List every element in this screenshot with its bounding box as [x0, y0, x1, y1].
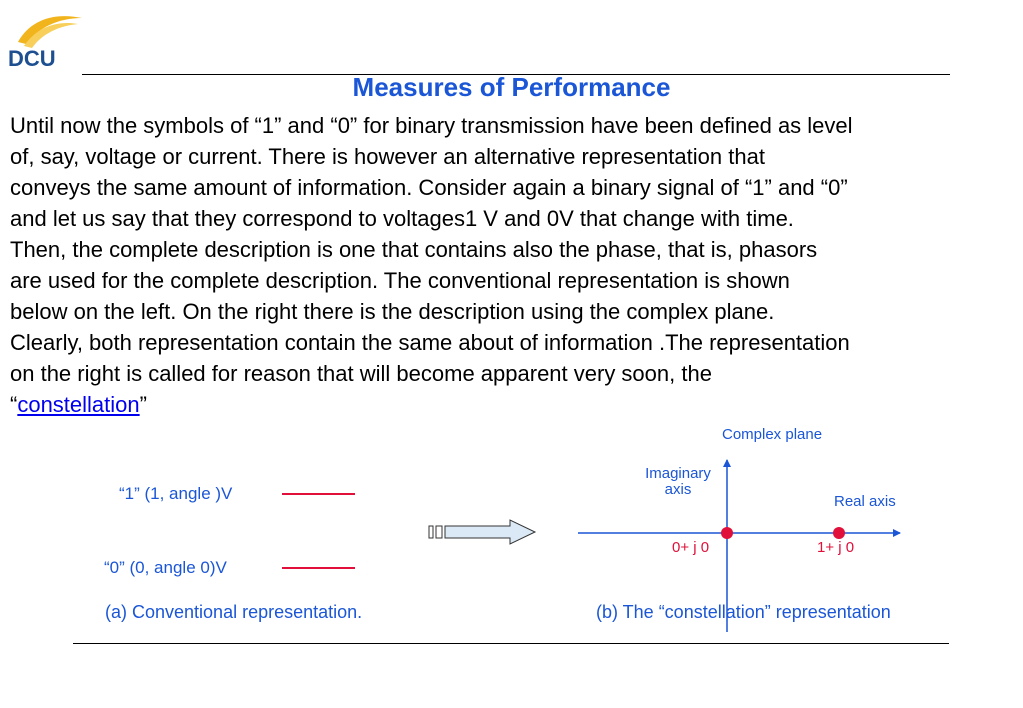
open-quote: “	[10, 392, 18, 417]
constellation-point-0	[721, 527, 733, 539]
transform-arrow-icon	[429, 520, 535, 544]
imaginary-axis-label	[636, 466, 720, 498]
body-line: on the right is called for reason that will become apparent very soon, the	[10, 361, 712, 386]
close-quote: ”	[139, 392, 147, 417]
body-line: of, say, voltage or current. There is however an alternative representation that	[10, 144, 765, 169]
complex-plane-title: Complex plane	[722, 426, 823, 443]
imaginary-axis-label-line2: axis	[664, 481, 692, 498]
imaginary-axis-label-line1: Imaginary	[645, 465, 711, 482]
body-line: conveys the same amount of information. Consider again a binary signal of “1” and “0”	[10, 175, 848, 200]
body-line: Then, the complete description is one that contains also the phase, that is, phasors	[10, 237, 818, 262]
logo-text: DCU	[8, 46, 56, 70]
body-line: Clearly, both representation contain the same about of information .The representation	[10, 330, 850, 355]
constellation-link[interactable]: constellation	[17, 392, 140, 417]
point-0-label: 0+ j 0	[672, 539, 710, 556]
page-title: Measures of Performance	[352, 72, 671, 102]
body-line: below on the left. On the right there is the description using the complex plane.	[10, 299, 775, 324]
zero-symbol-label: “0” (0, angle 0)V	[104, 558, 227, 577]
point-1-label: 1+ j 0	[817, 539, 855, 556]
body-line: and let us say that they correspond to voltages1 V and 0V that change with time.	[10, 206, 794, 231]
body-line: Until now the symbols of “1” and “0” for binary transmission have been defined as level	[10, 113, 853, 138]
caption-constellation: (b) The “constellation” representation	[596, 602, 891, 622]
constellation-point-1	[833, 527, 845, 539]
real-axis-label: Real axis	[834, 493, 896, 510]
body-line: are used for the complete description. The conventional representation is shown	[10, 268, 790, 293]
caption-conventional: (a) Conventional representation.	[105, 602, 363, 622]
one-symbol-label: “1” (1, angle )V	[119, 484, 233, 503]
